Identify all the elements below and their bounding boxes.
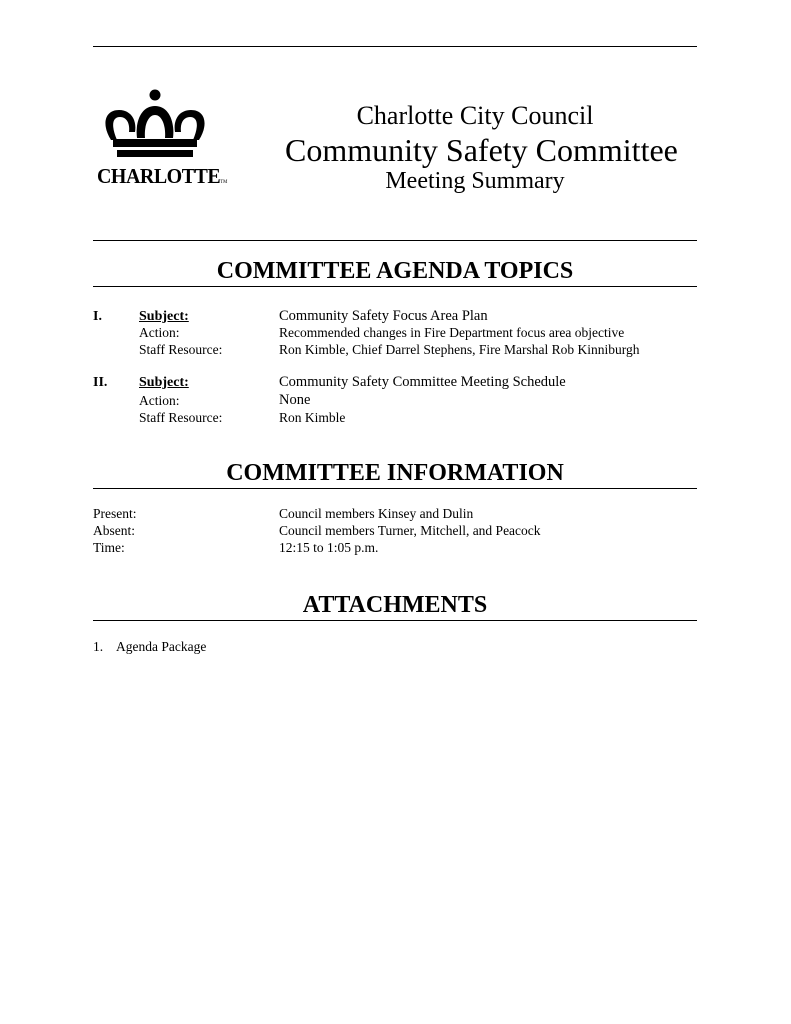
attachment-item: Agenda Package bbox=[116, 639, 207, 654]
crown-icon bbox=[97, 88, 239, 160]
attachment-number: 1. bbox=[93, 639, 104, 654]
present-value: Council members Kinsey and Dulin bbox=[279, 506, 474, 521]
information-heading: COMMITTEE INFORMATION bbox=[226, 460, 564, 486]
time-value: 12:15 to 1:05 p.m. bbox=[279, 540, 379, 555]
agenda-item-number: II. bbox=[93, 375, 108, 390]
document-type: Meeting Summary bbox=[385, 168, 565, 194]
logo-wordmark: CHARLOTTETM bbox=[97, 164, 228, 188]
attachments-rule bbox=[93, 620, 697, 621]
action-value: Recommended changes in Fire Department focus area objective bbox=[279, 325, 625, 340]
subject-value: Community Safety Committee Meeting Schedule bbox=[279, 374, 566, 390]
subject-label: Subject: bbox=[139, 375, 189, 390]
page-title: Community Safety Committee bbox=[285, 132, 678, 168]
attachments-heading: ATTACHMENTS bbox=[302, 592, 488, 618]
information-rule bbox=[93, 488, 697, 489]
org-name: Charlotte City Council bbox=[356, 101, 594, 130]
staff-resource-value: Ron Kimble bbox=[279, 410, 346, 425]
absent-label: Absent: bbox=[93, 523, 135, 538]
staff-resource-label: Staff Resource: bbox=[139, 410, 223, 425]
absent-value: Council members Turner, Mitchell, and Peacock bbox=[279, 523, 541, 538]
agenda-item-number: I. bbox=[93, 309, 102, 324]
agenda-rule bbox=[93, 286, 697, 287]
header-rule bbox=[93, 240, 697, 241]
action-label: Action: bbox=[139, 393, 180, 408]
present-label: Present: bbox=[93, 506, 137, 521]
charlotte-logo bbox=[97, 88, 239, 188]
subject-value: Community Safety Focus Area Plan bbox=[279, 308, 488, 324]
action-value: None bbox=[279, 392, 311, 408]
staff-resource-value: Ron Kimble, Chief Darrel Stephens, Fire Marshal Rob Kinniburgh bbox=[279, 342, 640, 357]
top-rule bbox=[93, 46, 697, 47]
time-label: Time: bbox=[93, 540, 125, 555]
staff-resource-label: Staff Resource: bbox=[139, 342, 223, 357]
action-label: Action: bbox=[139, 325, 180, 340]
agenda-heading: COMMITTEE AGENDA TOPICS bbox=[216, 258, 574, 284]
subject-label: Subject: bbox=[139, 309, 189, 324]
